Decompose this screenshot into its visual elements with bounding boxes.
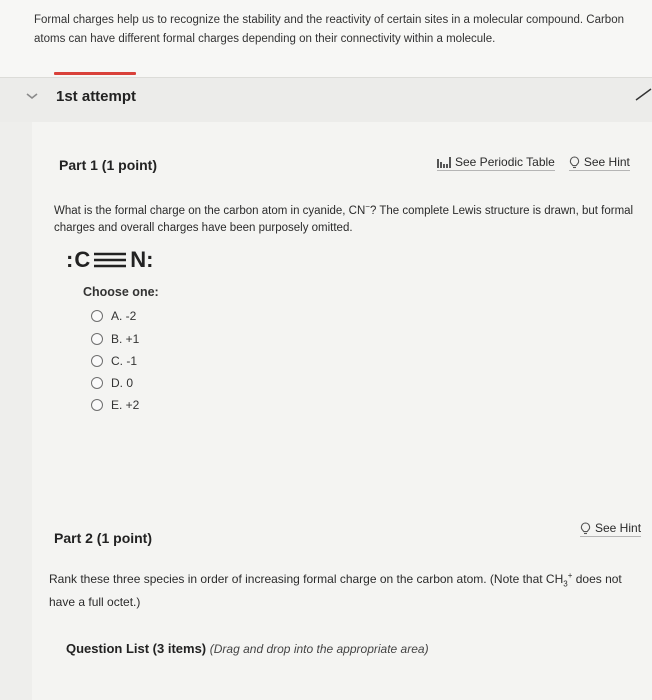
- part2-links: [580, 521, 641, 537]
- carbon-lone-pair: :: [66, 247, 75, 272]
- radio-button[interactable]: [91, 310, 103, 322]
- part2-question-suffix: does not have a full octet.): [49, 572, 622, 610]
- radio-button[interactable]: [91, 333, 103, 345]
- part1-question-prefix: What is the formal charge on the carbon atom in cyanide, CN: [54, 204, 366, 217]
- part2-hint-label: See Hint: [595, 521, 642, 535]
- part1-title: Part 1 (1 point): [59, 157, 158, 173]
- option-a[interactable]: [91, 309, 136, 323]
- question-list-header: [66, 641, 429, 656]
- option-label: C. -1: [111, 354, 138, 368]
- nitrogen-lone-pair: :: [146, 247, 155, 272]
- pencil-icon: [628, 86, 652, 104]
- lewis-structure: [66, 244, 154, 276]
- periodic-table-icon: [437, 156, 451, 168]
- lightbulb-icon: [580, 522, 591, 535]
- part2-see-hint-link[interactable]: [580, 521, 641, 537]
- option-d[interactable]: [91, 376, 133, 390]
- triple-bond: [92, 250, 128, 270]
- radio-button[interactable]: [91, 377, 103, 389]
- option-c[interactable]: [91, 354, 137, 368]
- nitrogen-symbol: N: [130, 247, 147, 272]
- part1-question-sup: −: [365, 202, 370, 211]
- part1-hint-label: See Hint: [583, 155, 630, 169]
- see-periodic-table-link[interactable]: [437, 155, 555, 171]
- attempt-title: 1st attempt: [56, 88, 137, 105]
- radio-button[interactable]: [91, 355, 103, 367]
- option-label: B. +1: [111, 332, 140, 346]
- option-label: E. +2: [111, 398, 140, 412]
- option-e[interactable]: [91, 398, 139, 412]
- option-label: D. 0: [111, 376, 134, 390]
- intro-text: Formal charges help us to recognize the stability and the reactivity of certain sites in a molecular compound. Carbon atoms can have different formal charges depending on their connectivity within a molecule.: [34, 14, 624, 45]
- part2-question: [49, 567, 644, 611]
- question-list-instruction: (Drag and drop into the appropriate area): [209, 642, 429, 656]
- part1-see-hint-link[interactable]: [569, 155, 630, 171]
- part1-question: [54, 198, 634, 237]
- lightbulb-icon: [569, 156, 580, 169]
- part2-question-prefix: Rank these three species in order of increasing formal charge on the carbon atom. (Note that CH: [49, 572, 564, 586]
- carbon-symbol: C: [74, 247, 91, 272]
- question-list-label: Question List (3 items): [66, 641, 207, 656]
- part1-question-suffix: ? The complete Lewis structure is drawn, but formal charges and overall charges have been purposely omitted.: [54, 204, 634, 234]
- part2-question-sup: +: [567, 571, 573, 580]
- part2-question-sub: 3: [563, 579, 568, 589]
- part1-links: [437, 155, 630, 171]
- option-b[interactable]: [91, 332, 139, 346]
- radio-button[interactable]: [91, 399, 103, 411]
- part2-title: Part 2 (1 point): [54, 530, 153, 546]
- attempt-underline: [54, 72, 136, 75]
- chevron-down-icon[interactable]: [22, 86, 42, 106]
- intro-panel: [0, 0, 652, 78]
- option-label: A. -2: [111, 309, 137, 323]
- choose-one-label: Choose one:: [83, 285, 159, 299]
- see-periodic-table-label: See Periodic Table: [455, 155, 555, 169]
